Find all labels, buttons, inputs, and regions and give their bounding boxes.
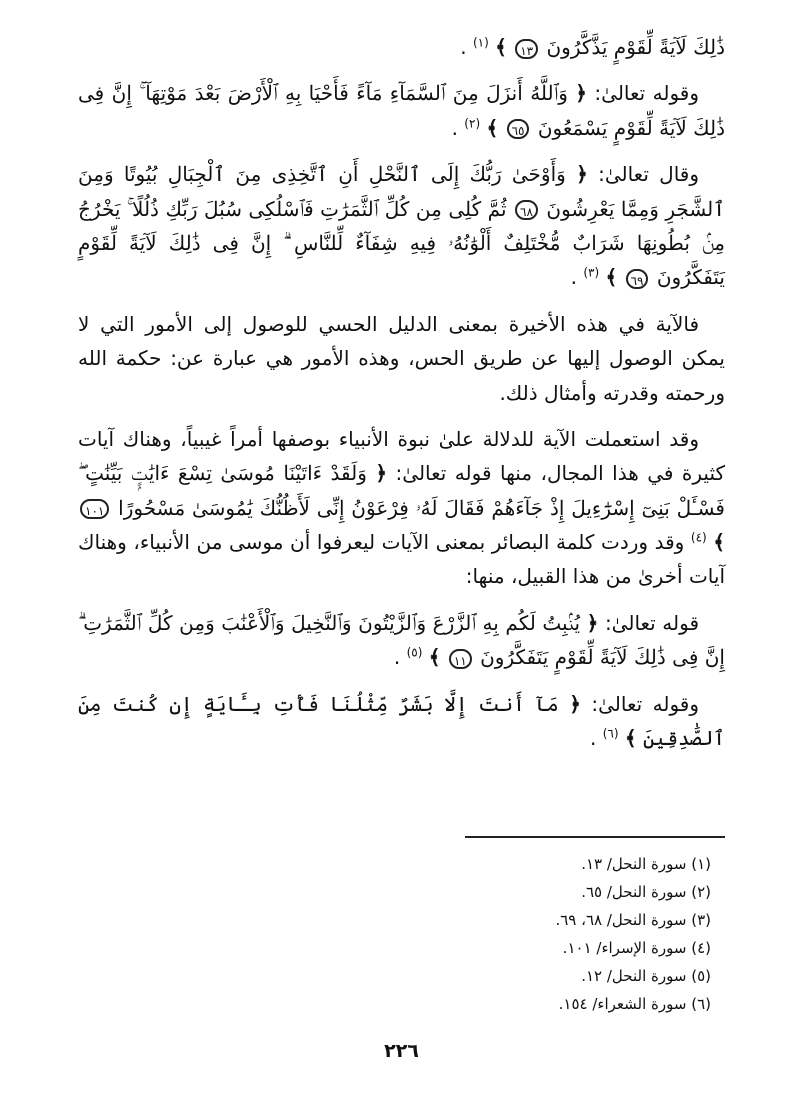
footnote-ref: (٦) — [602, 726, 619, 741]
verse-close-bracket: ﴾ — [495, 35, 507, 59]
footnote-item — [555, 878, 711, 906]
footnote-number: (٦) — [691, 995, 711, 1013]
footnote-item — [555, 906, 711, 934]
footnote-number: (١) — [691, 855, 711, 873]
period: . — [589, 726, 597, 751]
footnote-item — [555, 850, 711, 878]
quran-verse: ثُمَّ كُلِى مِن كُلِّ ٱلثَّمَرَٰتِ فَٱسْلُكِى سُبُلَ رَبِّكِ ذُلُلًا ۚ يَخْرُجُ مِنۢ بُطُونِهَا شَرَابٌ مُّخْتَلِفٌ أَلْوَٰنُهُۥ فِيهِ شِفَآءٌ لِّلنَّاسِ ۗ إِنَّ فِى ذَٰلِكَ لَآيَةً لِّقَوْمٍ يَتَفَكَّرُونَ — [78, 196, 725, 290]
footnote-separator — [465, 836, 725, 838]
ayah-number-marker: ٦٨ — [515, 200, 538, 220]
footnote-item — [555, 990, 711, 1018]
paragraph-6 — [78, 606, 725, 675]
book-page — [78, 30, 725, 1113]
footnote-number: (٤) — [691, 939, 711, 957]
footnote-item — [555, 934, 711, 962]
paragraph-5 — [78, 422, 725, 594]
verse-open-bracket: ﴿ — [569, 691, 581, 716]
paragraph-2 — [78, 76, 725, 145]
footnote-text: سورة الإسراء/ ١٠١. — [562, 939, 687, 957]
verse-close-bracket: ﴾ — [624, 726, 637, 751]
ayah-number-marker: ٦٩ — [626, 269, 649, 289]
paragraph-3 — [78, 157, 725, 295]
verse-close-bracket: ﴾ — [486, 115, 499, 140]
period: . — [570, 265, 577, 290]
quran-verse: مَآ أَنتَ إِلَّا بَشَرٌ مِّثْلُنَا فَأْتِ بِـَٔايَةٍ إِن كُنتَ مِنَ ٱلصَّٰدِقِينَ — [78, 691, 725, 751]
footnote-text: سورة النحل/ ١٢. — [581, 967, 687, 985]
paragraph-intro: قوله تعالىٰ: — [604, 610, 700, 635]
footnote-item — [555, 962, 711, 990]
page-number: ٢٢٦ — [384, 1040, 419, 1062]
verse-open-bracket: ﴿ — [586, 610, 599, 635]
paragraph-intro: وقوله تعالىٰ: — [594, 81, 699, 106]
paragraph-intro: وقد استعملت الآية للدلالة علىٰ نبوة الأنبياء بوصفها أمراً غيبياً، وهناك آيات كثيرة في هذا المجال، منها قوله تعالىٰ: — [78, 426, 726, 486]
ayah-number-marker: ٦٥ — [507, 119, 530, 139]
verse-close-bracket: ﴾ — [428, 645, 441, 670]
verse-open-bracket: ﴿ — [375, 461, 388, 486]
paragraph-1 — [78, 30, 725, 64]
footnote-ref: (٤) — [690, 530, 707, 545]
ayah-number-marker: ١١ — [449, 649, 472, 669]
paragraph-4: فالآية في هذه الأخيرة بمعنى الدليل الحسي للوصول إلى الأمور التي لا يمكن الوصول إليها عن طريق الحس، وهذه الأمور هي عبارة عن: حكمة الله ورحمته وقدرته وأمثال ذلك. — [78, 311, 725, 405]
period: . — [451, 115, 458, 140]
footnote-ref: (١) — [472, 35, 489, 50]
footnote-number: (٢) — [691, 883, 711, 901]
verse-open-bracket: ﴿ — [575, 81, 588, 106]
footnote-ref: (٥) — [406, 645, 423, 660]
footnote-ref: (٢) — [464, 116, 481, 131]
footnote-number: (٥) — [691, 967, 711, 985]
ayah-number-marker: ١٠١ — [80, 499, 109, 519]
quran-verse: ذَٰلِكَ لَآيَةً لِّقَوْمٍ يَذَّكَّرُونَ — [546, 35, 725, 59]
paragraph-intro: وقال تعالىٰ: — [598, 162, 700, 187]
verse-close-bracket: ﴾ — [605, 265, 618, 290]
footnote-text: سورة النحل/ ٦٨، ٦٩. — [555, 911, 687, 929]
period: . — [460, 35, 467, 59]
paragraph-outro: وقد وردت كلمة البصائر بمعنى الآيات ليعرفوا أن موسى من الأنبياء، وهناك آيات أخرىٰ من هذا القبيل، منها: — [78, 530, 725, 589]
footnotes-list — [555, 850, 711, 1018]
period: . — [393, 645, 401, 670]
paragraph-7 — [78, 687, 725, 756]
ayah-number-marker: ١٣ — [515, 39, 538, 59]
verse-close-bracket: ﴾ — [713, 530, 725, 555]
quran-verse: وَلَقَدْ ءَاتَيْنَا مُوسَىٰ تِسْعَ ءَايَٰتٍۭ بَيِّنَٰتٍ ۖ فَسْـَٔلْ بَنِىٓ إِسْرَٰٓءِيلَ إِذْ جَآءَهُمْ فَقَالَ لَهُۥ فِرْعَوْنُ إِنِّى لَأَظُنُّكَ يَٰمُوسَىٰ مَسْحُورًا — [78, 461, 725, 520]
quran-verse: وَأَوْحَىٰ رَبُّكَ إِلَى ٱلنَّحْلِ أَنِ ٱتَّخِذِى مِنَ ٱلْجِبَالِ بُيُوتًا وَمِنَ ٱلشَّجَرِ وَمِمَّا يَعْرِشُونَ — [78, 162, 725, 221]
footnote-number: (٣) — [691, 911, 711, 929]
quran-verse: يُنۢبِتُ لَكُم بِهِ ٱلزَّرْعَ وَٱلزَّيْتُونَ وَٱلنَّخِيلَ وَٱلْأَعْنَٰبَ وَمِن كُلِّ ٱلثَّمَرَٰتِ ۗ إِنَّ فِى ذَٰلِكَ لَآيَةً لِّقَوْمٍ يَتَفَكَّرُونَ — [78, 610, 725, 670]
footnote-text: سورة النحل/ ١٣. — [581, 855, 687, 873]
footnote-text: سورة النحل/ ٦٥. — [581, 883, 687, 901]
verse-open-bracket: ﴿ — [576, 162, 588, 187]
footnote-ref: (٣) — [583, 265, 600, 280]
quran-verse: وَٱللَّهُ أَنزَلَ مِنَ ٱلسَّمَآءِ مَآءً فَأَحْيَا بِهِ ٱلْأَرْضَ بَعْدَ مَوْتِهَآ ۚ إِنَّ فِى ذَٰلِكَ لَآيَةً لِّقَوْمٍ يَسْمَعُونَ — [78, 81, 725, 140]
paragraph-intro: وقوله تعالىٰ: — [591, 691, 699, 716]
footnote-text: سورة الشعراء/ ١٥٤. — [558, 995, 687, 1013]
